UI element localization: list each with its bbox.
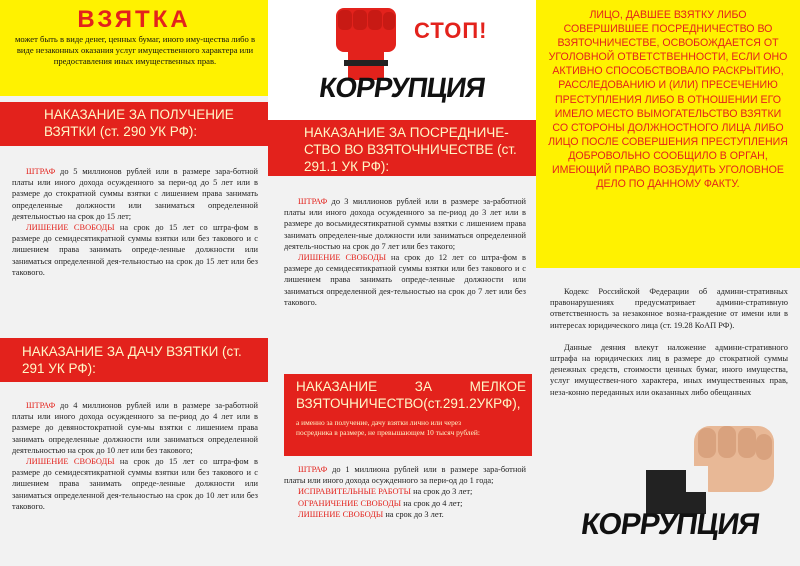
restriction-label: ОГРАНИЧЕНИЕ СВОБОДЫ	[298, 498, 402, 508]
fine-text: до 3 миллионов рублей или в размере за-работной платы или иного дохода осужденного за пе-риод до 3 лет или в размере до восьмидесятикратной суммы взятки с лишением права занимать определен-ные должности или заниматься определенной деятель-ностью на срок до 7 лет или без такого;	[284, 197, 526, 251]
bribe-definition: может быть в виде денег, ценных бумаг, иного иму-щества либо в виде незаконных оказания услуг имущественного характера или предоставления иных имущественных прав.	[14, 34, 256, 66]
corrective-work-text: на срок до 3 лет;	[410, 487, 473, 497]
giving-bribe-text	[12, 400, 258, 512]
petty-bribery-subheading: а именно за получение, дачу взятки лично или через посредника в размере, не превышающем 10 тысяч рублей:	[296, 418, 480, 437]
admin-paragraph-2: Данные деяния влекут наложение админи-стративного штрафа на юридических лиц в размере до стократной суммы денежных средств, стоимости ценных бумаг, иного имущества, услуг имуществен-ного характера, иных имущественных прав, неза-конно переданных или оказанных либо обещанных	[550, 342, 788, 397]
heading-band-giving	[0, 338, 268, 382]
fine-text: до 4 миллионов рублей или в размере за-работной платы или иного дохода осужденного за пе-риод до 4 лет или в размере до девяностократной сум-мы взятки с лишением права занимать определенные должности или заниматься определенной деятельностью на срок до 10 лет или без такового;	[12, 401, 258, 455]
heading-band-receiving	[0, 102, 268, 146]
heading-band-petty-bribery	[284, 374, 532, 456]
column-left	[0, 0, 268, 566]
receiving-bribe-text	[12, 166, 258, 278]
prison-text: на срок до 12 лет со штра-фом в размере до семидесятикратной суммы взятки или без такового и с лишением права занимать опреде-ленные должности или заниматься определенной дея-тельностью на срок до 7 лет или без такового.	[284, 253, 527, 307]
prison-text: на срок до 15 лет со штра-фом в размере до семидесятикратной суммы взятки или без такового и с лишением права занимать опреде-ленные должности или заниматься определенной дея-тельностью на срок до 15 лет или без такового.	[12, 223, 258, 277]
fist-icon	[646, 412, 796, 516]
bribe-definition-block	[0, 0, 268, 96]
fine-label: ШТРАФ	[26, 401, 56, 410]
bribe-title: ВЗЯТКА	[77, 6, 191, 33]
heading-petty-bribery: НАКАЗАНИЕ ЗА МЕЛКОЕ ВЗЯТОЧНИЧЕСТВО(ст.291.2УКРФ),	[296, 379, 526, 411]
prison-text: на срок до 15 лет со штра-фом в размере до семидесятикратной суммы взятки или без такового и с лишением права занимать опреде-ленные должности или заниматься определенной дея-тельностью на срок до 10 лет или без такового.	[12, 457, 258, 511]
stop-corruption-logo	[268, 0, 536, 120]
heading-receiving-bribe: НАКАЗАНИЕ ЗА ПОЛУЧЕНИЕ ВЗЯТКИ (ст. 290 УК РФ):	[44, 107, 234, 139]
restriction-text: на срок до 4 лет;	[401, 498, 463, 508]
heading-giving-bribe: НАКАЗАНИЕ ЗА ДАЧУ ВЗЯТКИ (ст. 291 УК РФ):	[22, 344, 242, 376]
heading-band-mediation	[268, 120, 536, 176]
admin-paragraph-1: Кодекс Российской Федерации об админи-стративных правонарушениях предусматривает админи-стративную ответственность за незаконное возна-граждение от имени или в интересах юридического лица (ст. 19.28 КоАП РФ).	[550, 287, 788, 330]
prison-label: ЛИШЕНИЕ СВОБОДЫ	[298, 509, 384, 519]
raised-fist-icon	[308, 4, 418, 82]
petty-bribery-text	[284, 464, 526, 520]
prison-label: ЛИШЕНИЕ СВОБОДЫ	[298, 253, 387, 263]
corrective-work-label: ИСПРАВИТЕЛЬНЫЕ РАБОТЫ	[298, 487, 411, 497]
fine-label: ШТРАФ	[26, 167, 56, 176]
prison-text: на срок до 3 лет.	[383, 509, 444, 519]
column-right	[536, 0, 800, 566]
corruption-logo-text-bottom: КОРРУПЦИЯ	[578, 508, 762, 541]
column-middle	[268, 0, 536, 566]
prison-label: ЛИШЕНИЕ СВОБОДЫ	[26, 457, 115, 467]
fine-text: до 1 миллиона рублей или в размере зара-ботной платы или иного дохода осужденного за пери-од до 1 года;	[284, 465, 526, 486]
exemption-block	[536, 0, 800, 268]
fine-label: ШТРАФ	[298, 465, 328, 474]
exemption-text: ЛИЦО, ДАВШЕЕ ВЗЯТКУ ЛИБО СОВЕРШИВШЕЕ ПОСРЕДНИЧЕСТВО ВО ВЗЯТОЧНИЧЕСТВЕ, ОСВОБОЖДАЕТСЯ ОТ УГОЛОВНОЙ ОТВЕТСТВЕННОСТИ, ЕСЛИ ОНО АКТИВНО СПОСОБСТВОВАЛО РАСКРЫТИЮ, РАССЛЕДОВАНИЮ И (ИЛИ) ПРЕСЕЧЕНИЮ ПРЕСТУПЛЕНИЯ ЛИБО В ОТНОШЕНИИ ЕГО ИМЕЛО МЕСТО ВЫМОГАТЕЛЬСТВО ВЗЯТКИ СО СТОРОНЫ ДОЛЖНОСТНОГО ЛИЦА ЛИБО ЛИЦО ПОСЛЕ СОВЕРШЕНИЯ ПРЕСТУПЛЕНИЯ ДОБРОВОЛЬНО СООБЩИЛО В ОРГАН, ИМЕЮЩИЙ ПРАВО ВОЗБУДИТЬ УГОЛОВНОЕ ДЕЛО ПО ДАННОМУ ФАКТУ.	[548, 9, 788, 191]
heading-mediation: НАКАЗАНИЕ ЗА ПОСРЕДНИЧЕ-СТВО ВО ВЗЯТОЧНИЧЕСТВЕ (ст. 291.1 УК РФ):	[304, 125, 517, 174]
prison-label: ЛИШЕНИЕ СВОБОДЫ	[26, 223, 115, 233]
stop-label: СТОП!	[414, 18, 488, 43]
mediation-text	[284, 196, 526, 308]
fine-text: до 5 миллионов рублей или в размере зара-ботной платы или иного дохода осужденного за пери-од до 5 лет или в размере до стократной суммы взятки с лишением права занимать определенные должности или заниматься определенной деятельностью на срок до 15 лет;	[12, 167, 258, 221]
corruption-logo-text: КОРРУПЦИЯ	[317, 72, 487, 103]
fine-label: ШТРАФ	[298, 197, 328, 206]
admin-liability-text	[550, 286, 788, 398]
